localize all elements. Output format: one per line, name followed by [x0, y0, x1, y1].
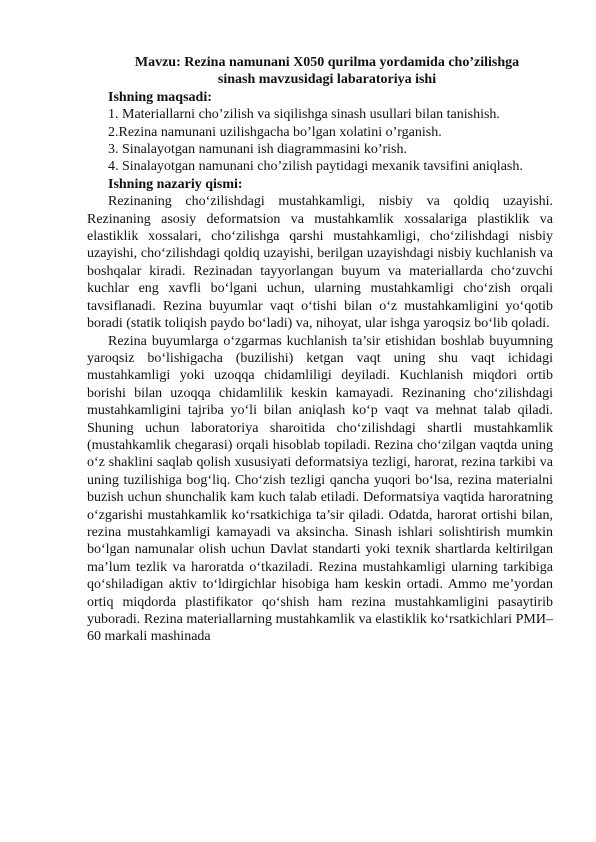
theory-paragraph-1: Rezinaning cho‘zilishdagi mustahkamligi, nisbiy va qoldiq uzayishi. Rezinaning asosiy deformatsion va mustahkamlik xossalariga plastiklik va elastiklik xossalari, cho‘zilishga qarshi mustahkamligi, cho‘zilishdagi nisbiy uzayishi, cho‘zilishdagi qoldiq uzayishi, berilgan uzayishdagi nisbiy kuchlanish va boshqalar kiradi. Rezinadan tayyorlangan buyum va materiallarda cho‘zuvchi kuchlar eng xavfli bo‘lgani uchun, ularning mustahkamligi cho‘zish orqali tavsiflanadi. Rezina buyumlar vaqt o‘tishi bilan o‘z mustahkamligini yo‘qotib boradi (statik toliqish paydo bo‘ladi) va, nihoyat, ular ishga yaroqsiz bo‘lib qoladi. — [87, 194, 553, 332]
aim-item-1: 1. Materiallarni cho’zilish va siqilishga sinash usullari bilan tanishish. — [108, 107, 500, 123]
title-line-1: Mavzu: Rezina namunani X050 qurilma yordamida cho’zilishga — [134, 55, 520, 70]
document-page — [87, 54, 553, 646]
document-title — [87, 54, 553, 89]
title-line-2: sinash mavzusidagi labaratoriya ishi — [217, 72, 437, 88]
aim-item-4: 4. Sinalayotgan namunani cho’zilish paytidagi mexanik tavsifini aniqlash. — [108, 159, 523, 175]
theory-heading: Ishning nazariy qismi: — [108, 176, 243, 192]
aim-item-3: 3. Sinalayotgan namunani ish diagrammasini ko’rish. — [108, 142, 408, 158]
aim-heading: Ishning maqsadi: — [108, 89, 212, 105]
aim-item-2: 2.Rezina namunani uzilishgacha bo’lgan xolatini o’rganish. — [108, 124, 442, 140]
theory-paragraph-2: Rezina buyumlarga o‘zgarmas kuchlanish ta’sir etishidan boshlab buyumning yaroqsiz bo‘lishigacha (buzilishi) ketgan vaqt uning shu vaqt ichidagi mustahkamligi yoki uzoqqa chidamliligi deyiladi. Kuchlanish miqdori ortib borishi bilan uzoqqa chidamlilik keskin kamayadi. Rezinaning cho‘zilishdagi mustahkamligini tajriba yo‘li bilan aniqlash ko‘p vaqt va mehnat talab qiladi. Shuning uchun laboratoriya sharoitida cho‘zilishdagi shartli mustahkamlik (mustahkamlik chegarasi) orqali hisoblab topiladi. Rezina cho‘zilgan vaqtda uning o‘z shaklini saqlab qolish xususiyati deformatsiya tezligi, harorat, rezina tarkibi va uning tuzilishiga bog‘liq. Cho‘zish tezligi qancha yuqori bo‘lsa, rezina materialni buzish uchun shunchalik kam kuch talab etiladi. Deformatsiya vaqtida haroratning o‘zgarishi mustahkamlik ko‘rsatkichiga ta’sir qiladi. Odatda, harorat ortishi bilan, rezina mustahkamligi kamayadi va aksincha. Sinash ishlari solishtirish mumkin bo‘lgan namunalar olish uchun Davlat standarti yoki texnik shartlarda keltirilgan ma’lum tezlik va haroratda o‘tkaziladi. Rezina mustahkamligi ularning tarkibiga qo‘shiladigan aktiv to‘ldirgichlar hisobiga ham keskin ortadi. Ammo me’yordan ortiq miqdorda plastifikator qo‘shish ham rezina mustahkamligini pasaytirib yuboradi. Rezina materiallarning mustahkamlik va elastiklik ko‘rsatkichlari РМИ–60 markali mashinada — [87, 333, 553, 645]
